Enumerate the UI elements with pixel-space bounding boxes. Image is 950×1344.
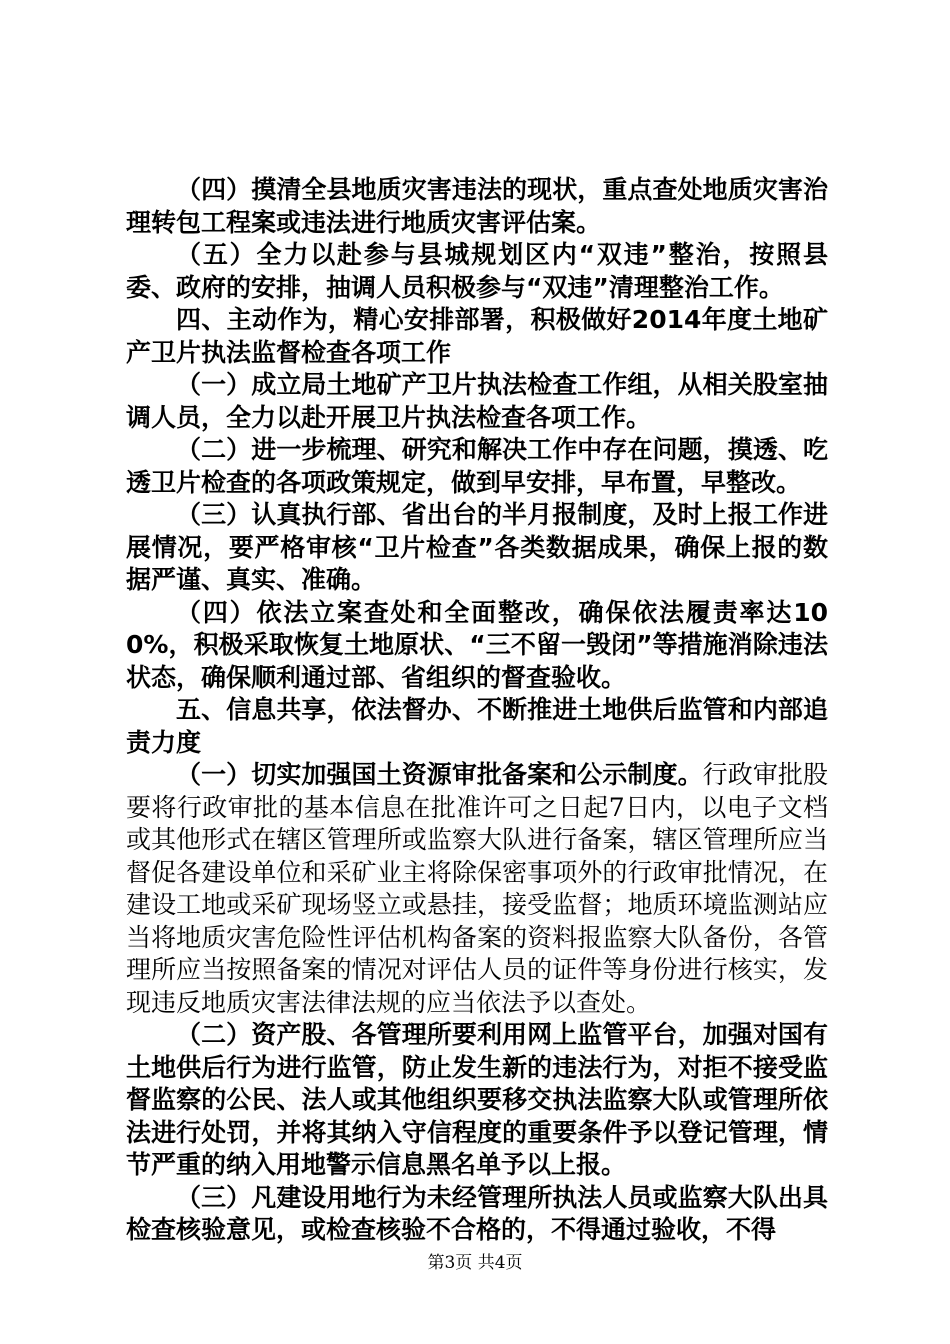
paragraph-7-lead: （一）切实加强国土资源审批备案和公示制度。 bbox=[176, 760, 703, 789]
paragraph-1-text: （四）摸清全县地质灾害违法的现状，重点查处地质灾害治理转包工程案或违法进行地质灾害评估案。 bbox=[126, 175, 828, 237]
section-heading-5 bbox=[126, 694, 828, 759]
paragraph-6 bbox=[126, 597, 828, 695]
section-heading-5-text: 五、信息共享，依法督办、不断推进土地供后监管和内部追责力度 bbox=[126, 695, 828, 757]
paragraph-3 bbox=[126, 369, 828, 434]
section-heading-4 bbox=[126, 304, 828, 369]
paragraph-1 bbox=[126, 174, 828, 239]
paragraph-8 bbox=[126, 1019, 828, 1182]
page-footer: 第3页 共4页 bbox=[427, 1253, 523, 1273]
paragraph-8-text: （二）资产股、各管理所要利用网上监管平台，加强对国有土地供后行为进行监管，防止发生新的违法行为，对拒不接受监督监察的公民、法人或其他组织要移交执法监察大队或管理所依法进行处罚，并将其纳入守信程度的重要条件予以登记管理，情节严重的纳入用地警示信息黑名单予以上报。 bbox=[126, 1020, 828, 1179]
paragraph-7-body: 行政审批股要将行政审批的基本信息在批准许可之日起7日内，以电子文档或其他形式在辖区管理所或监察大队进行备案，辖区管理所应当督促各建设单位和采矿业主将除保密事项外的行政审批情况，在建设工地或采矿现场竖立或悬挂，接受监督；地质环境监测站应当将地质灾害危险性评估机构备案的资料报监察大队备份，各管理所应当按照备案的情况对评估人员的证件等身份进行核实，发现违反地质灾害法律法规的应当依法予以查处。 bbox=[126, 760, 828, 1017]
paragraph-3-text: （一）成立局土地矿产卫片执法检查工作组，从相关股室抽调人员，全力以赴开展卫片执法检查各项工作。 bbox=[126, 370, 828, 432]
paragraph-5-text: （三）认真执行部、省出台的半月报制度，及时上报工作进展情况，要严格审核“卫片检查”各类数据成果，确保上报的数据严谨、真实、准确。 bbox=[126, 500, 828, 594]
paragraph-4 bbox=[126, 434, 828, 499]
paragraph-6-text: （四）依法立案查处和全面整改，确保依法履责率达100%，积极采取恢复土地原状、“三不留一毁闭”等措施消除违法状态，确保顺利通过部、省组织的督查验收。 bbox=[126, 597, 828, 692]
paragraph-9 bbox=[126, 1182, 828, 1247]
paragraph-5 bbox=[126, 499, 828, 597]
paragraph-2-text: （五）全力以赴参与县城规划区内“双违”整治，按照县委、政府的安排，抽调人员积极参与“双违”清理整治工作。 bbox=[126, 240, 828, 302]
paragraph-4-text: （二）进一步梳理、研究和解决工作中存在问题，摸透、吃透卫片检查的各项政策规定，做到早安排，早布置，早整改。 bbox=[126, 435, 828, 497]
section-heading-4-text: 四、主动作为，精心安排部署，积极做好2014年度土地矿产卫片执法监督检查各项工作 bbox=[126, 305, 828, 367]
document-body bbox=[126, 174, 828, 1247]
paragraph-7 bbox=[126, 759, 828, 1019]
paragraph-2 bbox=[126, 239, 828, 304]
paragraph-9-text: （三）凡建设用地行为未经管理所执法人员或监察大队出具检查核验意见，或检查核验不合格的，不得通过验收，不得 bbox=[126, 1182, 828, 1244]
